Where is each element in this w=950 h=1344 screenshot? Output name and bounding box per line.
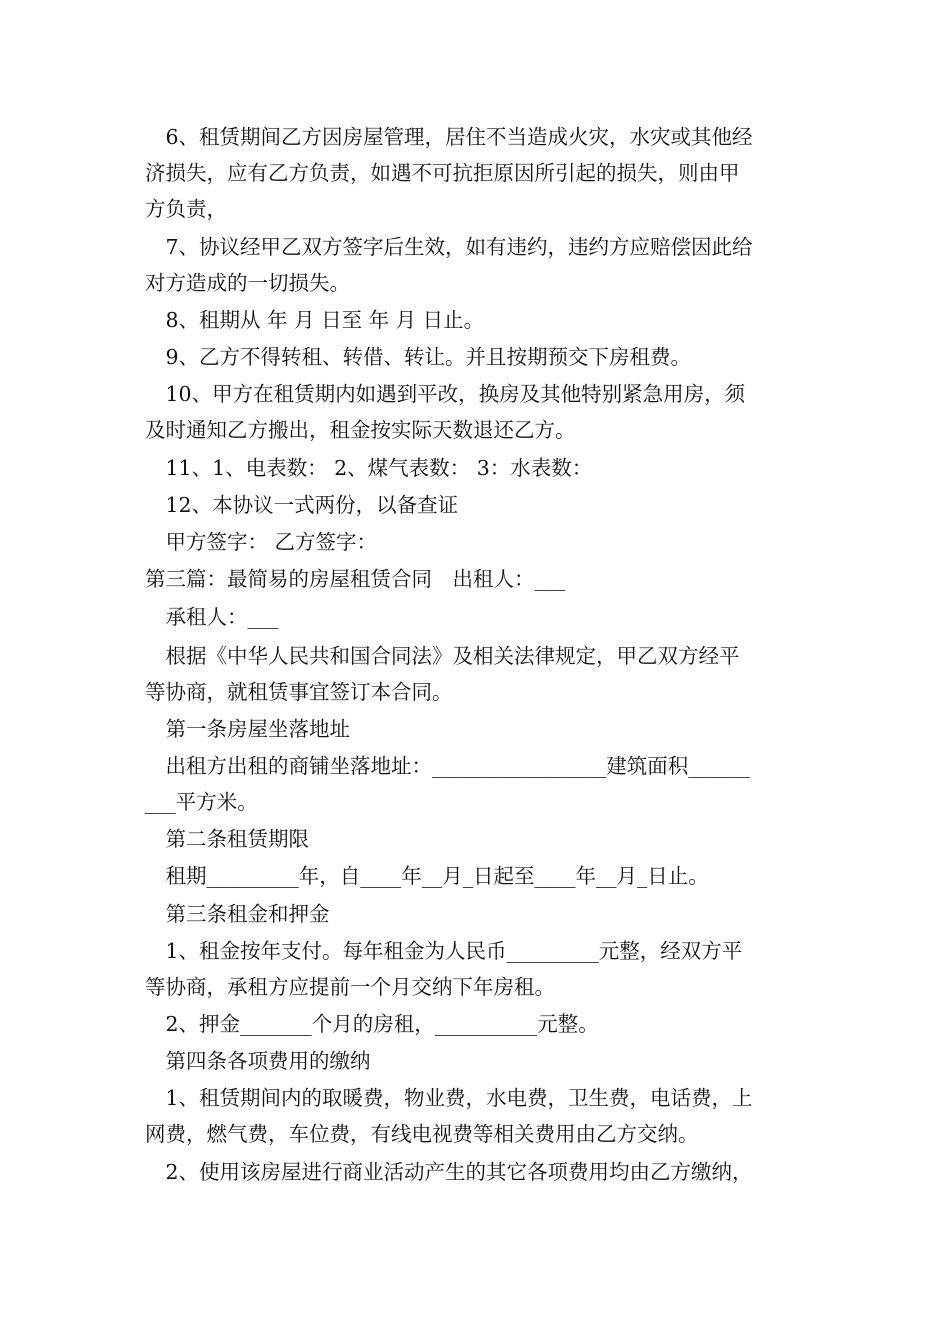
article-4-item-1-line-2: 网费，燃气费，车位费，有线电视费等相关费用由乙方交纳。 [145,1122,699,1146]
article-2-body [145,858,810,894]
article-3-title [145,896,810,932]
lessee-line [145,599,810,635]
clause-10-line-2: 及时通知乙方搬出，租金按实际天数退还乙方。 [145,418,576,442]
lessee-text: 承租人：___ [145,605,279,629]
clause-10 [145,376,810,448]
clause-6-line-2: 济损失，应有乙方负责，如遇不可抗拒原因所引起的损失，则由甲 [145,161,740,185]
clause-6-line-1: 6、租赁期间乙方因房屋管理，居住不当造成火灾，水灾或其他经 [145,125,753,149]
article-4-item-1-line-1: 1、租赁期间内的取暖费，物业费，水电费，卫生费，电话费，上 [145,1086,753,1110]
legal-basis-line-2: 等协商，就租赁事宜签订本合同。 [145,680,453,704]
article-1-title-text: 第一条房屋坐落地址 [145,717,350,741]
clause-6 [145,119,810,227]
clause-7-line-1: 7、协议经甲乙双方签字后生效，如有违约，违约方应赔偿因此给 [145,235,753,259]
clause-10-line-1: 10、甲方在租赁期内如遇到平改，换房及其他特别紧急用房，须 [145,382,746,406]
article-3-item-1-line-1: 1、租金按年支付。每年租金为人民币_________元整，经双方平 [145,939,743,963]
signature-text: 甲方签字： 乙方签字： [145,530,378,554]
article-1-title [145,711,810,747]
article-1-body-line-2: ___平方米。 [145,790,258,814]
clause-9-text: 9、乙方不得转租、转借、转让。并且按期预交下房租费。 [145,345,692,369]
article-3-item-1-line-2: 等协商，承租方应提前一个月交纳下年房租。 [145,975,555,999]
clause-12 [145,487,810,523]
article-3-item-2 [145,1006,810,1042]
signature-line [145,524,810,560]
article-2-body-text: 租期_________年，自____年__月_日起至____年__月_日止。 [145,864,709,888]
article-4-title [145,1043,810,1079]
article-4-item-2 [145,1154,810,1190]
clause-11-text: 11、1、电表数： 2、煤气表数： 3：水表数： [145,456,593,480]
article-4-item-1 [145,1080,810,1152]
part-3-heading-text: 第三篇：最简易的房屋租赁合同 出租人：___ [145,567,566,591]
clause-12-text: 12、本协议一式两份，以备查证 [145,493,459,517]
legal-basis-line-1: 根据《中华人民共和国合同法》及相关法律规定，甲乙双方经平 [145,644,740,668]
clause-9 [145,339,810,375]
clause-7-line-2: 对方造成的一切损失。 [145,271,350,295]
article-4-title-text: 第四条各项费用的缴纳 [145,1049,371,1073]
clause-7 [145,229,810,301]
article-2-title-text: 第二条租赁期限 [145,827,309,851]
part-3-heading [145,561,810,597]
clause-6-line-3: 方负责， [145,197,227,221]
article-1-body [145,748,810,820]
legal-basis [145,638,810,710]
article-2-title [145,821,810,857]
article-4-item-2-text: 2、使用该房屋进行商业活动产生的其它各项费用均由乙方缴纳， [145,1160,753,1184]
article-3-title-text: 第三条租金和押金 [145,902,330,926]
clause-8 [145,302,810,338]
clause-8-text: 8、租期从 年 月 日至 年 月 日止。 [145,308,485,332]
article-3-item-2-text: 2、押金_______个月的房租，__________元整。 [145,1012,599,1036]
article-1-body-line-1: 出租方出租的商铺坐落地址：_________________建筑面积______ [145,754,750,778]
clause-11 [145,450,810,486]
article-3-item-1 [145,933,810,1005]
